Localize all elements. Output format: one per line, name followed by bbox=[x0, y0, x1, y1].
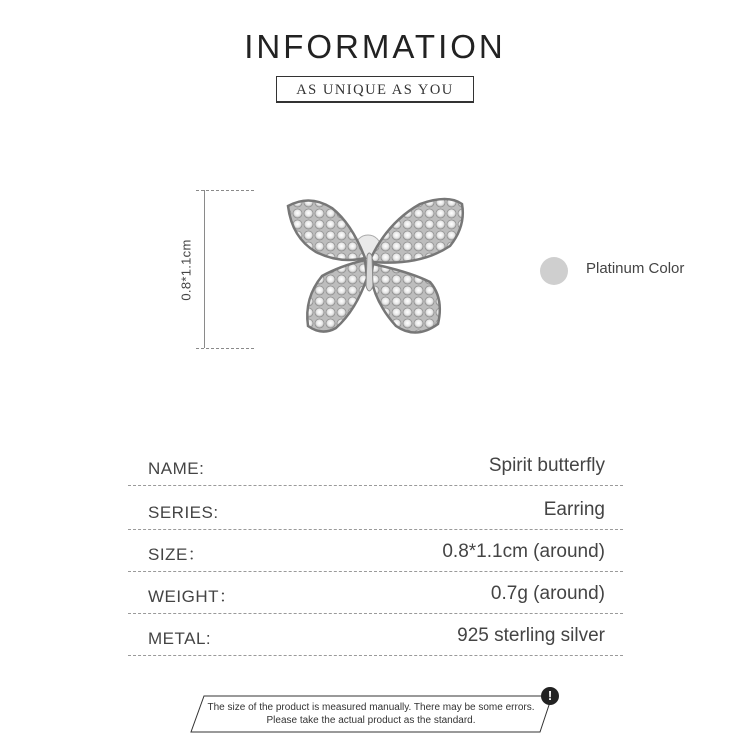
spec-value: 0.7g (around) bbox=[490, 583, 605, 604]
spec-row-size bbox=[128, 528, 623, 572]
butterfly-earring-image bbox=[270, 186, 480, 346]
spec-row-series bbox=[128, 486, 623, 530]
spec-key: SIZE： bbox=[148, 545, 206, 564]
spec-key: WEIGHT： bbox=[148, 587, 237, 606]
notice-line-1: The size of the product is measured manually. There may be some errors. bbox=[207, 702, 535, 713]
dimension-guide-vertical bbox=[204, 190, 205, 348]
spec-value: Spirit butterfly bbox=[488, 455, 605, 476]
spec-value: Earring bbox=[543, 499, 605, 520]
platinum-color-swatch[interactable] bbox=[540, 257, 568, 285]
spec-row-weight bbox=[128, 570, 623, 614]
dimension-label: 0.8*1.1cm bbox=[178, 239, 194, 301]
spec-value: 925 sterling silver bbox=[457, 625, 605, 646]
spec-value: 0.8*1.1cm (around) bbox=[442, 541, 605, 562]
notice-line-2: Please take the actual product as the standard. bbox=[266, 715, 476, 726]
dimension-guide-bottom bbox=[196, 348, 254, 349]
spec-row-metal bbox=[128, 612, 623, 656]
exclamation-icon: ! bbox=[541, 687, 559, 705]
page-subtitle: AS UNIQUE AS YOU bbox=[276, 76, 474, 103]
notice-text bbox=[190, 701, 552, 727]
spec-key: SERIES: bbox=[148, 503, 219, 522]
spec-row-name bbox=[128, 442, 623, 486]
spec-key: NAME: bbox=[148, 459, 205, 478]
measurement-notice bbox=[190, 688, 560, 733]
page-title: INFORMATION bbox=[244, 28, 506, 65]
spec-key: METAL: bbox=[148, 629, 212, 648]
color-label: Platinum Color bbox=[586, 260, 685, 277]
